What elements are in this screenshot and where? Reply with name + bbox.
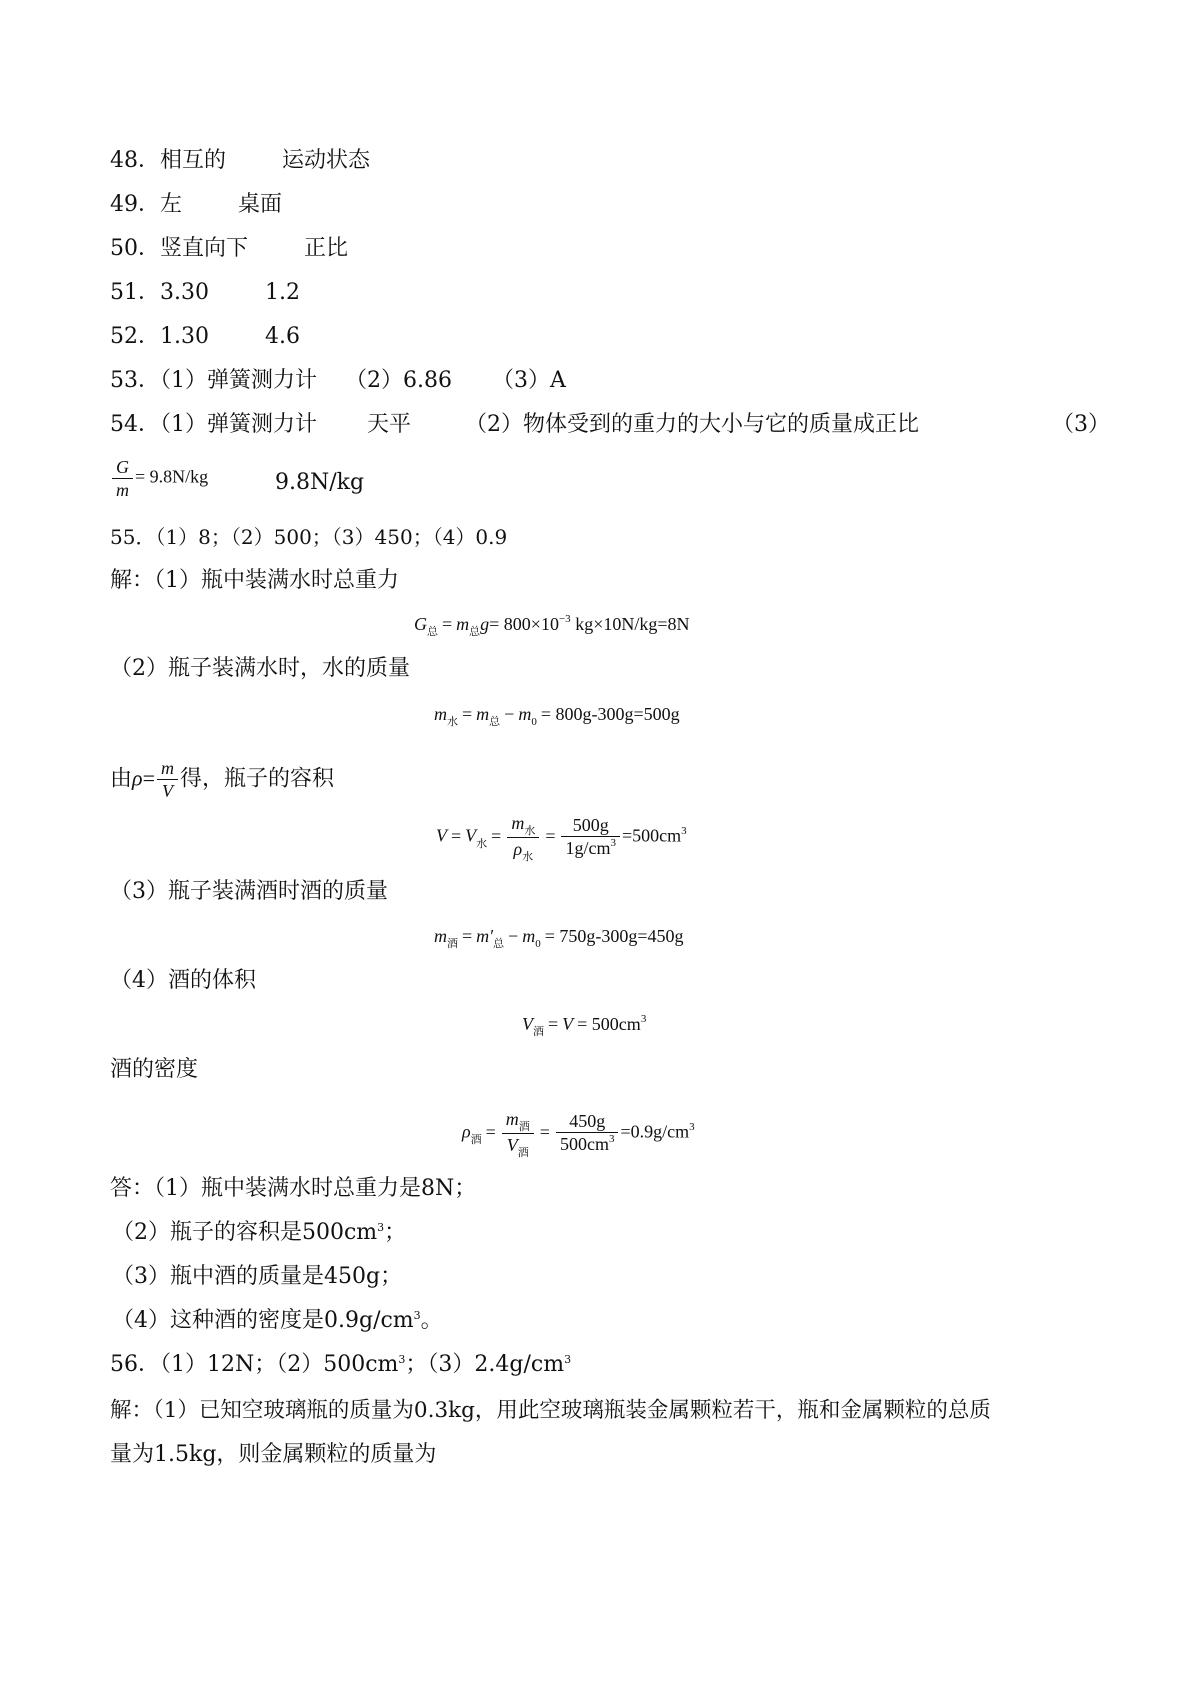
subscript: 水 [476,837,488,850]
answer-50 [110,234,348,264]
answer-54 [110,410,919,440]
operator: = [451,825,462,846]
var: g [480,614,490,634]
fraction-numerator: G [112,456,133,479]
var: m [434,926,447,946]
subscript: 总 [493,938,505,950]
operator: = [142,765,155,791]
operator: = [539,1121,550,1142]
text: （2）瓶子的容积是500cm [112,1220,378,1245]
operator: = [545,825,556,846]
var: m [522,926,536,946]
answer-49 [110,190,282,220]
subscript: 0 [535,938,541,950]
fraction-numerator: 450g [556,1110,619,1133]
var: m [518,704,532,724]
rhs: =500cm [621,825,682,846]
rhs: = 800×10 [489,614,559,634]
answer-number: 48． [110,148,160,173]
var: m [476,704,490,724]
answer-part: 正比 [304,236,349,261]
answer-part: （1）弹簧测力计 [160,368,317,393]
operator: = [442,614,453,634]
solution-55-step4: （3）瓶子装满酒时酒的质量 [110,879,388,904]
solution-56-line2: 量为1.5kg，则金属颗粒的质量为 [110,1442,437,1467]
subscript: 水 [447,716,458,728]
text: 由 [110,766,133,792]
superscript: 3 [398,1353,406,1366]
superscript: 3 [377,1221,385,1234]
subscript: 酒 [470,1133,482,1146]
equation-wine-density [462,1108,695,1159]
answer-part: （3）A [491,368,566,393]
fraction [507,812,539,863]
var: m [456,614,470,634]
operator: = [462,926,473,946]
solution-55-step5: （4）酒的体积 [110,968,256,993]
answer-part: 天平 [367,412,412,437]
var: ρ [132,765,143,791]
answer-part: 4.6 [264,324,300,349]
answer-55-conclusion-4 [112,1306,443,1339]
equation-wine-mass [434,924,684,951]
var: m [511,813,525,833]
fraction-numerator: 500g [561,814,620,837]
subscript: 水 [522,851,534,863]
operator: − [504,704,515,724]
var: V [506,1135,518,1155]
solution-56-line1: 解：（1）已知空玻璃瓶的质量为0.3kg，用此空玻璃瓶装金属颗粒若干，瓶和金属颗粒的总质 [110,1398,991,1423]
operator: = [548,1014,559,1034]
answer-51 [110,278,300,308]
denominator-text: 500cm [559,1133,609,1154]
operator: = [491,825,502,846]
answer-53 [110,366,566,396]
denominator-text: 1g/cm [565,837,611,858]
superscript: 3 [413,1309,421,1322]
fraction-numerator [502,1108,534,1134]
text: 。 [420,1308,443,1333]
answer-number: 53． [110,368,160,393]
equation-water-mass [434,702,680,729]
rhs: = 800g-300g=500g [540,704,680,724]
superscript: −3 [558,613,571,625]
var: m′ [476,926,494,946]
fraction-denominator [502,1134,534,1159]
var: G [414,614,427,634]
fraction-denominator [507,838,539,863]
rhs: = 500cm [577,1014,641,1034]
fraction [112,456,133,501]
equation-gravity [414,612,690,639]
answer-55-conclusion-2 [112,1218,406,1251]
rhs: kg×10N/kg=8N [570,614,690,634]
var: V [465,825,477,846]
var: V [436,825,447,846]
answer-part: 左 [160,192,183,217]
answer-54-formula [110,456,208,501]
solution-55-step3 [110,757,334,802]
answer-part: 3.30 [160,280,209,305]
fraction [502,1108,534,1159]
fraction-numerator [507,812,539,838]
fraction [561,814,620,862]
subscript: 酒 [447,938,458,950]
answer-part: （2）物体受到的重力的大小与它的质量成正比 [465,412,920,437]
var: ρ [513,839,523,859]
fraction [556,1110,619,1158]
answer-part: 1.30 [160,324,209,349]
answer-number: 54． [110,412,160,437]
answer-48 [110,146,370,176]
superscript: 3 [608,1132,615,1145]
answer-number: 52． [110,324,160,349]
answer-part: 桌面 [238,192,283,217]
answer-54-part3-label: （3） [1052,412,1110,437]
fraction-numerator: m [157,757,178,780]
equation-volume [436,812,687,863]
answer-55: 55．（1）8；（2）500；（3）450；（4）0.9 [110,525,508,549]
answer-56 [110,1350,571,1383]
var: V [522,1014,533,1034]
text: （4）这种酒的密度是0.9g/cm [112,1308,414,1333]
subscript: 酒 [518,1121,530,1133]
answer-54-value: 9.8N/kg [275,470,365,495]
subscript: 总 [427,626,438,638]
answer-part: 相互的 [160,148,227,173]
answer-part: 1.2 [264,280,300,305]
fraction-denominator [556,1133,619,1158]
operator: = [462,704,473,724]
answer-number: 50． [110,236,160,261]
text: ；（3）2.4g/cm [405,1352,565,1377]
answer-part: 运动状态 [282,148,371,173]
superscript: 3 [610,836,616,849]
answer-part: （2）6.86 [345,368,452,393]
answer-55-conclusion-3: （3）瓶中酒的质量是450g； [112,1264,403,1289]
operator: = [485,1121,496,1142]
subscript: 水 [524,825,536,837]
superscript: 3 [681,824,687,837]
var: m [505,1109,519,1129]
subscript: 0 [531,716,537,728]
fraction-denominator [561,837,620,862]
answer-55-conclusion-1: 答：（1）瓶中装满水时总重力是8N； [110,1176,477,1201]
var: m [434,704,447,724]
var: V [562,1014,574,1034]
answer-part: （1）弹簧测力计 [160,412,317,437]
var: ρ [462,1121,471,1142]
formula-rhs: = 9.8N/kg [135,466,209,487]
subscript: 总 [469,626,481,638]
fraction [157,757,178,802]
solution-55-step6: 酒的密度 [110,1057,199,1082]
solution-55-step1: 解：（1）瓶中装满水时总重力 [110,568,399,593]
answer-52 [110,322,300,352]
fraction-denominator: V [162,781,173,801]
superscript: 3 [689,1120,695,1133]
operator: − [508,926,519,946]
text: 得，瓶子的容积 [180,766,335,792]
answer-number: 51． [110,280,160,305]
subscript: 总 [489,716,501,728]
subscript: 酒 [533,1026,544,1038]
subscript: 酒 [517,1147,529,1159]
superscript: 3 [640,1013,647,1025]
rhs: = 750g-300g=450g [544,926,684,946]
equation-wine-volume [522,1012,646,1039]
text: ； [384,1220,407,1245]
text: 56．（1）12N；（2）500cm [110,1352,399,1377]
solution-55-step2: （2）瓶子装满水时，水的质量 [110,656,410,681]
superscript: 3 [564,1353,572,1366]
fraction-denominator: m [116,480,129,500]
answer-part: 竖直向下 [160,236,249,261]
answer-number: 49． [110,192,160,217]
rhs: =0.9g/cm [620,1121,690,1142]
